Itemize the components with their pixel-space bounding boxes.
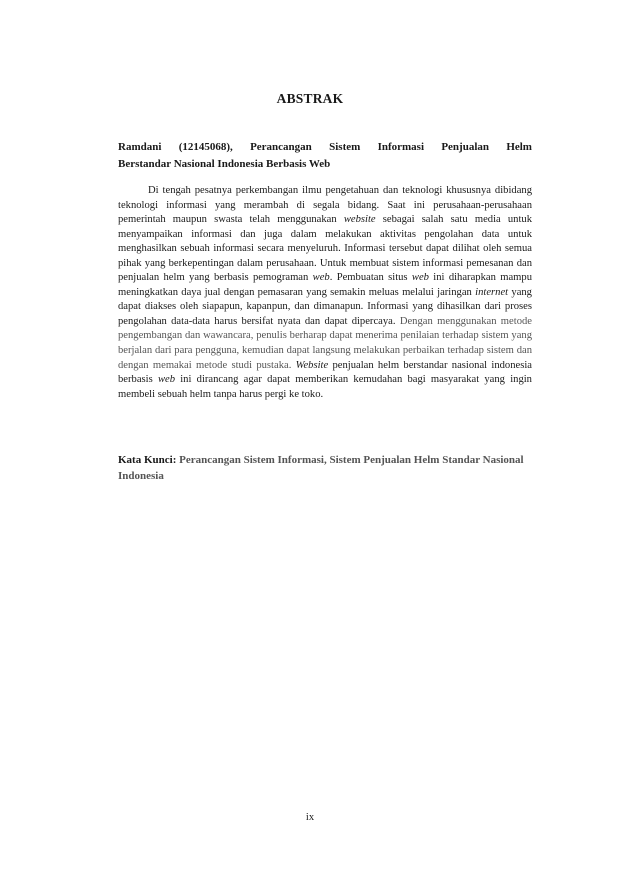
author-title-line-2: Berstandar Nasional Indonesia Berbasis Web	[118, 158, 331, 170]
body-text-segment: sebagai salah satu media untuk menyampaikan informasi dan juga dalam melakukan aktivitas pengolahan data untuk menghasilkan sebuah informasi secara menyeluruh. Informasi tersebut dapat dilihat oleh semua pihak yang berkepentingan dalam perusahaan. Untuk membuat sistem informasi pemesanan dan penjualan helm yang berbasis pemograman	[118, 214, 533, 284]
body-text-segment: Di tengah pesatnya perkembangan ilmu pengetahuan dan teknologi khususnya dibidang teknologi informasi yang merambah di segala bidang. Saat ini perusahaan-perusahaan pemerintah maupun swasta telah menggunakan	[118, 185, 532, 226]
title-word: Informasi	[377, 141, 425, 153]
body-text-segment: yang dapat diakses oleh siapapun, kapanpun, dan dimanapun. Informasi yang dihasilkan dari proses pengolahan data-data harus bersifat nyata dan dapat dipercaya.	[118, 286, 532, 327]
page-number: ix	[305, 812, 315, 823]
body-text-segment: ini dirancang agar dapat memberikan kemudahan bagi masyarakat yang ingin membeli sebuah helm tanpa harus pergi ke toko.	[118, 374, 532, 400]
abstract-body	[118, 184, 532, 402]
body-text-segment: ini diharapkan mampu meningkatkan daya jual dengan pemasaran yang semakin meluas melalui jaringan	[118, 272, 532, 298]
body-text-segment-light: Dengan menggunakan metode pengembangan dan wawancara, penulis berharap dapat menerima penilaian terhadap sistem yang berjalan dari para pengguna, kemudian dapat langsung melakukan perbaikan terhadap sistem dan dengan memakai metode studi pustaka.	[118, 315, 532, 371]
keywords-block	[118, 452, 532, 484]
student-id: (12145068),	[178, 141, 233, 153]
body-italic-term: web	[411, 272, 429, 284]
title-word: Perancangan	[250, 141, 312, 153]
author-name: Ramdani	[118, 141, 162, 153]
body-italic-term: web	[157, 374, 176, 386]
keywords-text: Perancangan Sistem Informasi, Sistem Penjualan Helm Standar Nasional Indonesia	[118, 454, 524, 482]
keywords-label: Kata Kunci:	[118, 454, 177, 466]
title-word: Helm	[506, 141, 532, 153]
title-word: Sistem	[329, 141, 361, 153]
abstract-paragraph	[118, 184, 532, 402]
body-italic-term: internet	[475, 286, 509, 298]
body-text-segment: . Pembuatan situs	[329, 272, 412, 284]
body-italic-term: Website	[295, 359, 329, 371]
author-title-block	[118, 139, 532, 173]
title-word: Penjualan	[441, 141, 490, 153]
abstract-title: ABSTRAK	[276, 91, 344, 106]
body-italic-term: web	[312, 272, 330, 284]
body-text-segment: penjualan helm berstandar nasional indonesia berbasis	[118, 359, 532, 386]
author-title-line-1	[118, 139, 532, 156]
body-italic-term: website	[343, 214, 376, 226]
